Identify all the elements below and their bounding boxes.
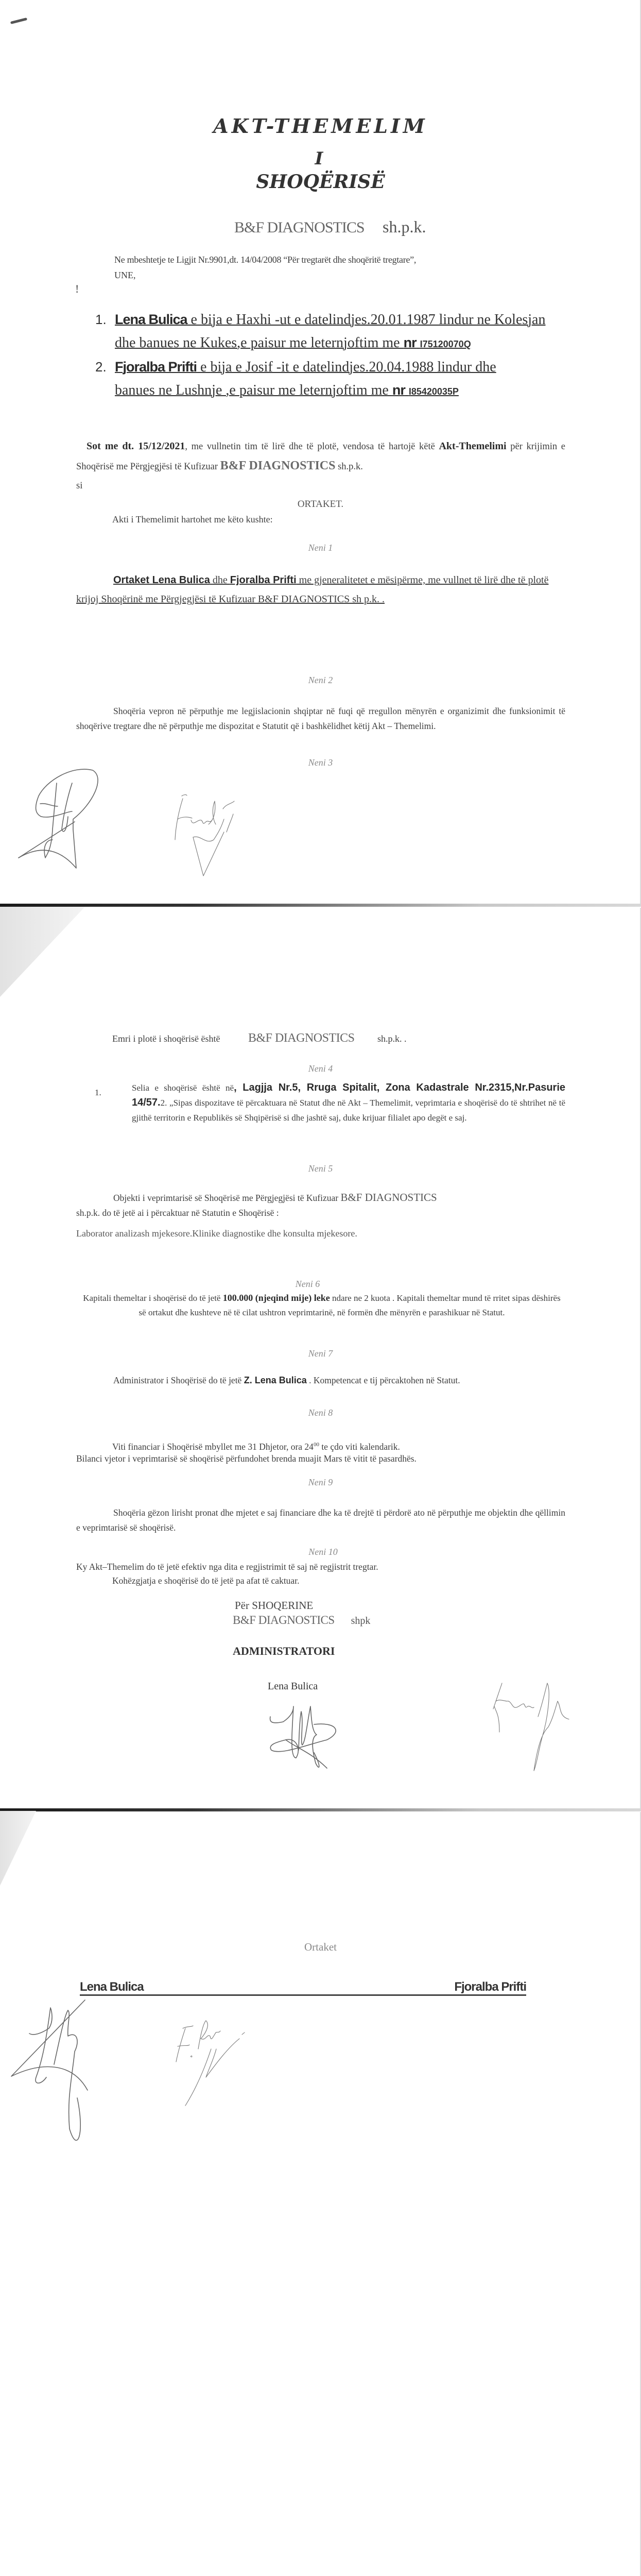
id-label: nr — [403, 335, 417, 350]
intro-company: B&F DIAGNOSTICS — [220, 459, 336, 472]
partner-left-name: Lena Bulica — [80, 1980, 144, 1994]
admin-label: Administrator i Shoqërisë do të jetë — [113, 1375, 244, 1385]
neni-4-text — [132, 1080, 565, 1125]
intro-text: , me vullnetin tim të lirë dhe të plotë, vendosa të hartojë këtë — [185, 442, 439, 452]
admin-rest: . Kompetencat e tij përcaktohen në Statut. — [306, 1375, 460, 1385]
full-company-name: B&F DIAGNOSTICS — [248, 1031, 355, 1045]
neni-9-heading: Neni 9 — [308, 1477, 333, 1487]
intro-date: Sot me dt. 15/12/2021 — [86, 440, 185, 452]
sign-company-suffix: shpk — [351, 1615, 371, 1626]
neni-1-text — [76, 571, 565, 609]
neni-2-body: Shoqëria vepron në përputhje me legjislacionin shqiptar në fuqi që rregullon mënyrën e organizimit dhe funksionimit të shoqërive tregtare dhe në përputhje me dispozitat e Statutit që i bashkëlidhet këtij Akt – Themelimi. — [76, 706, 565, 731]
founder-name: Fjoralba Prifti — [115, 359, 197, 375]
balance-text: Bilanci vjetor i veprimtarisë së shoqërisë përfundohet brenda muajit Mars të vitit të pasardhës. — [76, 1453, 417, 1464]
founder-2 — [95, 355, 574, 403]
founder-number: 2. — [95, 359, 107, 375]
signature-lena-bulica-partner — [10, 2000, 88, 2160]
object-label: Objekti i veprimtarisë së Shoqërisë me Përgjegjësi të Kufizuar — [113, 1193, 341, 1203]
seat-number: 1. — [95, 1088, 101, 1097]
founder-details: e bija e Josif -it e datelindjes.20.04.1988 lindur dhe — [197, 359, 496, 375]
duration-text: Kohëzgjatja e shoqërisë do të jetë pa afat të caktuar. — [112, 1575, 300, 1586]
founder-residence: dhe banues ne Kukes,e paisur me leternjoftim me — [115, 335, 404, 351]
document-title-line-3: SHOQËRISË — [256, 171, 385, 193]
for-company-label: Për SHOQERINE — [235, 1599, 314, 1612]
founder-1 — [95, 308, 574, 355]
id-number: I85420035P — [408, 386, 459, 397]
ortaket-heading: ORTAKET. — [297, 499, 344, 510]
administrator-name: Lena Bulica — [268, 1681, 318, 1692]
seat-label: Selia e shoqërisë është në — [132, 1083, 234, 1093]
neni-2-text — [76, 704, 565, 734]
sign-company-name: B&F DIAGNOSTICS — [233, 1614, 335, 1626]
legal-basis: Ne mbeshtetje te Ligjit Nr.9901,dt. 14/04/2008 “Për tregtarët dhe shoqëritë tregtare”, — [114, 255, 417, 265]
intro-paragraph — [76, 437, 565, 496]
neni-5-text — [76, 1190, 565, 1221]
signature-partner-right — [492, 1681, 569, 1773]
page-break — [0, 1808, 641, 1811]
activity-text: Laborator analizash mjekesore.Klinike diagnostike dhe konsulta mjekesore. — [76, 1228, 357, 1239]
staple-mark — [10, 18, 27, 24]
document-title-line-2: I — [315, 148, 326, 169]
une-label: UNE, — [114, 270, 136, 280]
neni-9-text — [76, 1505, 565, 1535]
seat-address: , Lagjja Nr.5, Rruga Spitalit, Zona Kadastrale Nr.2315,Nr.Pasurie 14/57. — [132, 1082, 565, 1108]
fiscal-label: Viti financiar i Shoqërisë mbyllet me 31 Dhjetor, ora 24 — [112, 1441, 314, 1452]
company-header — [234, 217, 426, 236]
page-break — [0, 904, 641, 907]
neni-1-heading: Neni 1 — [308, 543, 333, 553]
neni-10-heading: Neni 10 — [308, 1547, 338, 1557]
partner-1-name: Ortaket Lena Bulica — [113, 574, 210, 586]
stray-mark: ! — [75, 282, 79, 295]
administrator-heading: ADMINISTRATORI — [233, 1645, 335, 1657]
seat-rest: 2. „Sipas dispozitave të përcaktuara në Statut dhe në Akt – Themelimit, veprimtaria e shoqërisë do të shtrihet në të gjithë territorin e Republikës së Shqipërisë si dhe jashtë saj, duke krijuar filialet apo degët e saj. — [132, 1098, 565, 1123]
object-company: B&F DIAGNOSTICS — [340, 1191, 437, 1204]
signature-fjoralba-prifti-partner — [175, 2018, 247, 2106]
company-name: B&F DIAGNOSTICS — [234, 219, 365, 236]
effective-text: Ky Akt–Themelim do të jetë efektiv nga dita e regjistrimit të saj në regjistrit tregtar. — [76, 1562, 378, 1572]
full-name-line — [112, 1031, 407, 1045]
partner-2-name: Fjoralba Prifti — [230, 574, 297, 586]
object-rest: sh.p.k. do të jetë ai i përcaktuar në Statutin e Shoqërisë : — [76, 1208, 279, 1218]
neni-7-heading: Neni 7 — [308, 1348, 333, 1359]
intro-text-2: për krijimin e Shoqërisë me Përgjegjësi të Kufizuar — [76, 442, 565, 472]
signature-administrator — [265, 1701, 342, 1778]
capital-label: Kapitali themeltar i shoqërisë do të jetë — [83, 1293, 223, 1303]
neni-1-dhe: dhe — [210, 574, 230, 586]
founder-details: e bija e Haxhi -ut e datelindjes.20.01.1987 lindur ne Kolesjan — [187, 312, 546, 328]
admin-name: Z. Lena Bulica — [244, 1375, 307, 1385]
founder-name: Lena Bulica — [115, 312, 187, 327]
capital-amount: 100.000 (njeqind mije) leke — [222, 1293, 330, 1303]
page-1 — [0, 0, 641, 905]
capital-rest: ndare ne 2 kuota . Kapitali themeltar mund të rritet sipas dëshirës së ortakut dhe kushteve në të cilat ushtron veprimtarinë, në formën dhe mënyrën e parashikuar në Statut. — [138, 1293, 561, 1317]
partners-signature-line — [80, 1980, 526, 1996]
signature-lena-bulica — [15, 768, 93, 860]
neni-4-heading: Neni 4 — [308, 1063, 333, 1074]
founder-number: 1. — [95, 312, 107, 327]
signature-fjoralba-prifti — [172, 788, 239, 881]
partner-right-name: Fjoralba Prifti — [454, 1980, 526, 1994]
neni-6-heading: Neni 6 — [295, 1279, 320, 1289]
founder-residence: banues ne Lushnje ,e paisur me leternjoftim me — [115, 382, 392, 398]
neni-3-heading: Neni 3 — [308, 757, 333, 768]
intro-akt: Akt-Themelimi — [439, 440, 507, 452]
intro-si: si — [76, 481, 83, 491]
full-name-label: Emri i plotë i shoqërisë është — [112, 1033, 220, 1044]
id-number: I75120070Q — [420, 339, 471, 349]
assets-body: Shoqëria gëzon lirisht pronat dhe mjetet e saj financiare dhe ka të drejtë ti përdorë ato në përputhje me objektin dhe qëllimin e veprimtarisë së shoqërisë. — [76, 1507, 565, 1533]
conditions-intro: Akti i Themelimit hartohet me këto kushte: — [112, 514, 273, 524]
ortaket-signatories-heading: Ortaket — [304, 1941, 337, 1953]
sign-company-line — [233, 1614, 370, 1627]
neni-1-rest: me gjeneralitetet e mësipërme, me vullnet të lirë dhe të plotë krijoj Shoqërinë me Përgjegjësi të Kufizuar B&F DIAGNOSTICS sh p.k. . — [76, 574, 549, 605]
page-3 — [0, 1812, 641, 2576]
full-company-suffix: sh.p.k. . — [377, 1033, 407, 1044]
id-label: nr — [392, 382, 405, 398]
neni-2-heading: Neni 2 — [308, 675, 333, 685]
fiscal-sup: 00 — [313, 1442, 319, 1448]
company-suffix: sh.p.k. — [383, 217, 426, 236]
fiscal-rest: te çdo viti kalendarik. — [319, 1441, 400, 1452]
document-title-line-1: AKT-THEMELIM — [213, 114, 428, 138]
neni-6-text — [82, 1291, 561, 1320]
neni-8-heading: Neni 8 — [308, 1408, 333, 1418]
neni-7-text — [76, 1373, 565, 1387]
page-2 — [0, 908, 641, 1810]
neni-5-heading: Neni 5 — [308, 1163, 333, 1174]
intro-suffix: sh.p.k. — [335, 462, 363, 472]
